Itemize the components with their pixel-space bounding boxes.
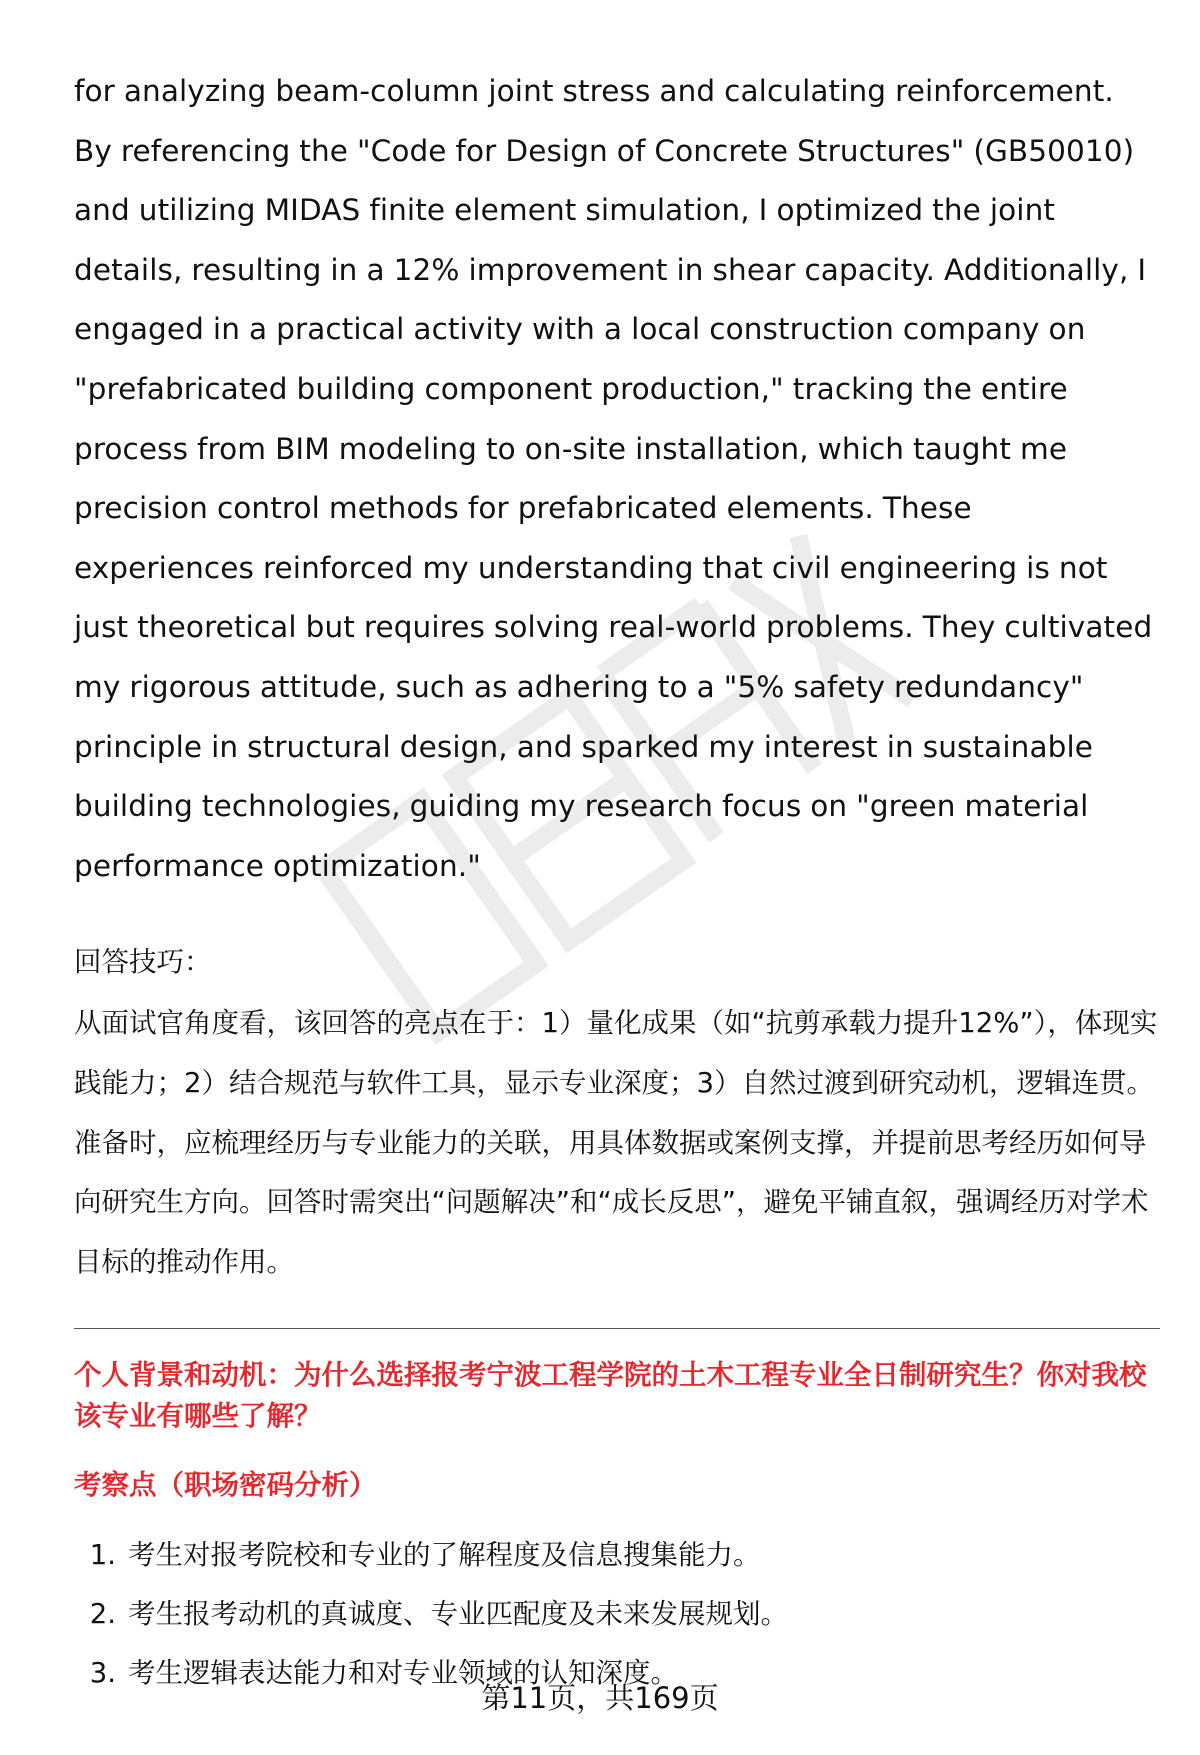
list-item-number: 3. [89,1657,116,1690]
tips-paragraph: 从面试官角度看，该回答的亮点在于：1）量化成果（如“抗剪承载力提升12%”），体现实践能力；2）结合规范与软件工具，显示专业深度；3）自然过渡到研究动机，逻辑连贯。准备时，应梳理经历与专业能力的关联，用具体数据或案例支撑，并提前思考经历如何导向研究生方向。回答时需突出“问题解决”和“成长反思”，避免平铺直叙，强调经历对学术目标的推动作用。 [74,1007,1158,1278]
page-number: 第11页，共169页 [481,1681,719,1715]
assessment-list [74,1535,1160,1693]
list-item [74,1594,1160,1634]
document-page [74,62,1160,1712]
assessment-heading: 考察点（职场密码分析） [74,1469,377,1502]
list-item-text: 考生逻辑表达能力和对专业领域的认知深度。 [128,1657,678,1690]
body-paragraph: for analyzing beam-column joint stress and calculating reinforcement. By referencing the "Code for Design of Concrete Structures" (GB50010) and utilizing MIDAS finite element simulation, I optimized the joint details, resulting in a 12% improvement in shear capacity. Additionally, I engaged in a practical activity with a local construction company on "prefabricated building component production," tracking the entire process from BIM modeling to on-site installation, which taught me precision control methods for prefabricated elements. These experiences reinforced my understanding that civil engineering is not just theoretical but requires solving real-world problems. They cultivated my rigorous attitude, such as adhering to a "5% safety redundancy" principle in structural design, and sparked my interest in sustainable building technologies, guiding my research focus on "green material performance optimization." [74,74,1153,883]
tips-heading: 回答技巧： [74,946,212,979]
list-item-number: 1. [89,1539,116,1572]
list-item [74,1535,1160,1575]
list-item-text: 考生报考动机的真诚度、专业匹配度及未来发展规划。 [128,1598,788,1631]
section-divider [74,1328,1160,1329]
interview-question: 个人背景和动机：为什么选择报考宁波工程学院的土木工程专业全日制研究生？你对我校该专业有哪些了解？ [74,1359,1147,1433]
list-item-text: 考生对报考院校和专业的了解程度及信息搜集能力。 [128,1539,761,1572]
list-item-number: 2. [89,1598,116,1631]
